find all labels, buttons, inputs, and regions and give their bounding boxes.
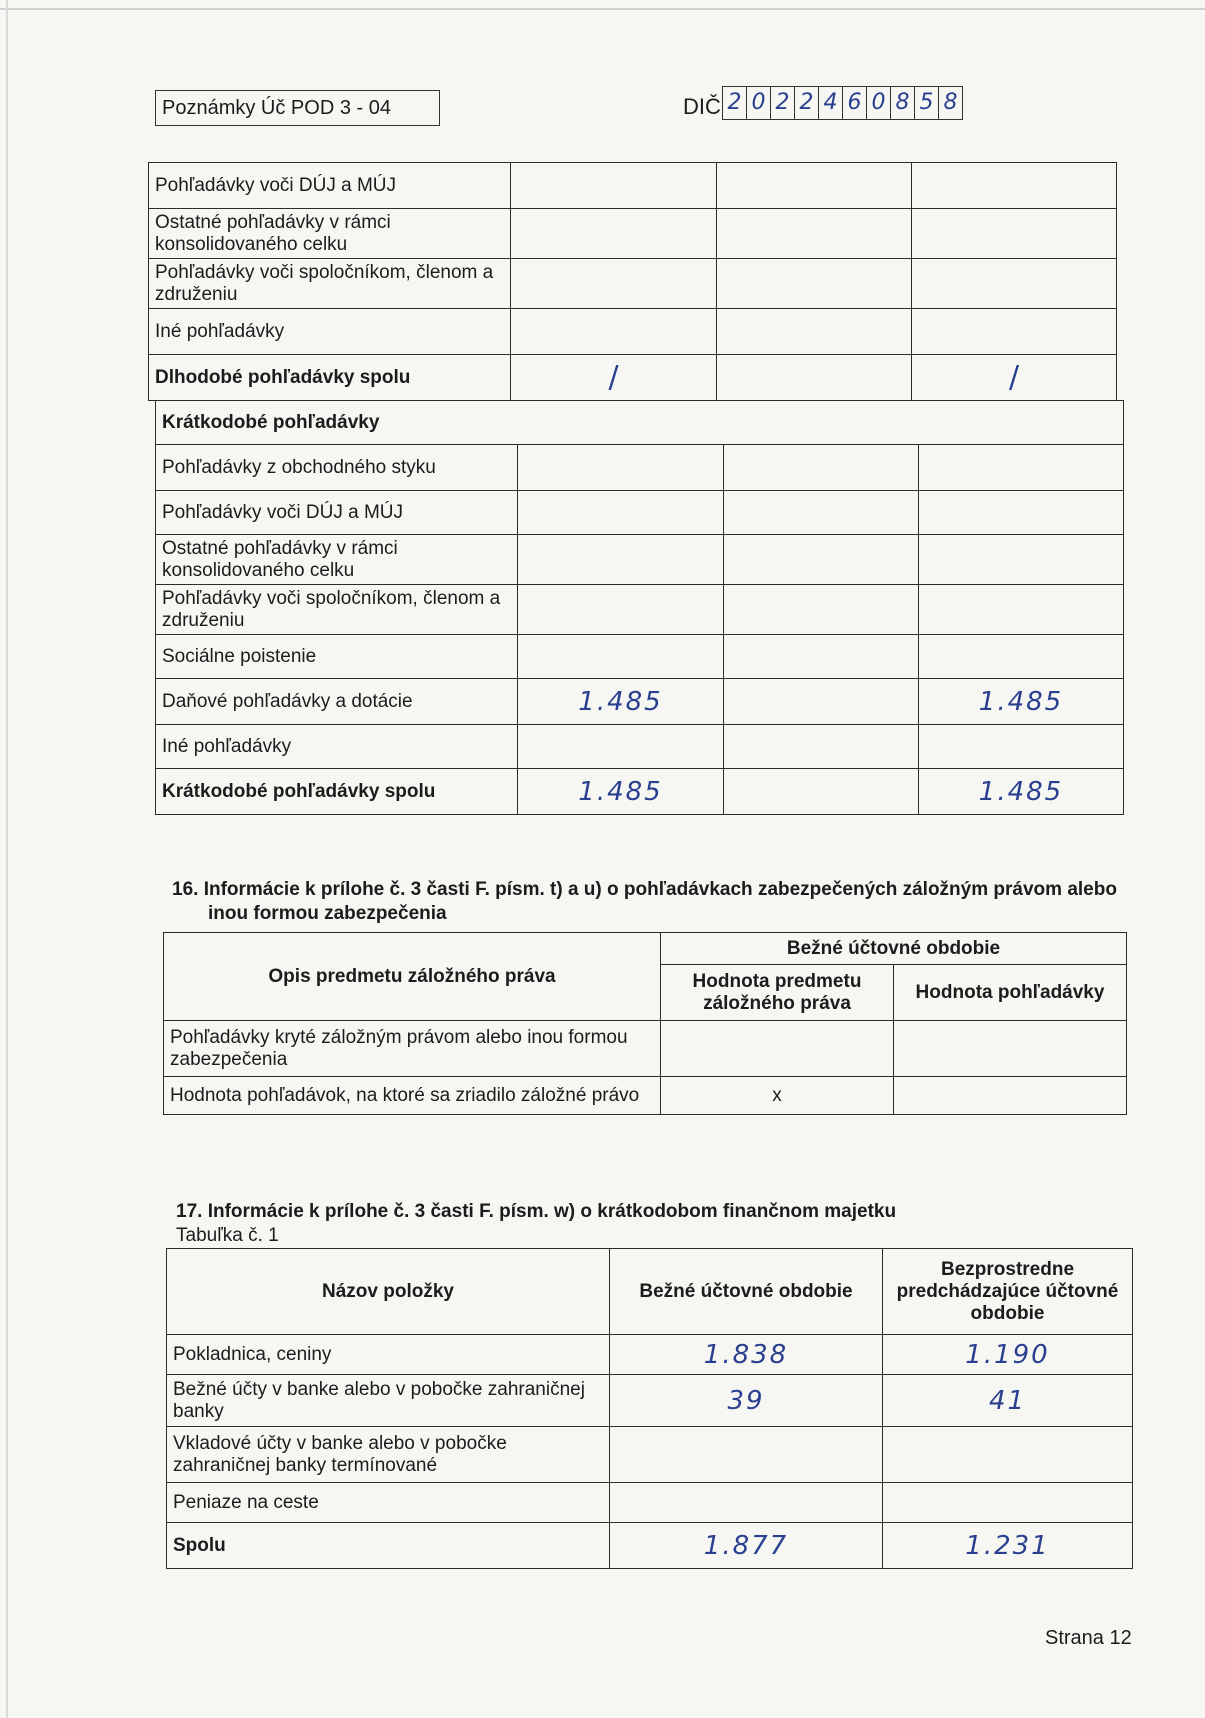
table-row [149,309,1117,355]
table-row [156,635,1124,679]
handwritten-value: 1.485 [919,679,1124,725]
table-header-row [167,1249,1133,1335]
table-row [164,1021,1127,1077]
page-number: Strana 12 [1045,1627,1132,1649]
form-code-box [155,90,440,126]
handwritten-value: 1.190 [883,1335,1133,1375]
column-group-header: Bežné účtovné obdobie [661,933,1127,965]
row-label: Pohľadávky kryté záložným právom alebo inou formou zabezpečenia [164,1021,661,1077]
dic-digit: 2 [727,90,742,115]
handwritten-dash: / [912,355,1117,401]
table-row [167,1375,1133,1427]
table-row [156,585,1124,635]
column-header: Názov položky [167,1249,610,1335]
handwritten-value: 1.485 [919,769,1124,815]
row-label: Pohľadávky voči spoločníkom, členom a združeniu [149,259,511,309]
row-label: Pohľadávky voči DÚJ a MÚJ [149,163,511,209]
row-label: Ostatné pohľadávky v rámci konsolidovaného celku [149,209,511,259]
table-row [156,769,1124,815]
row-label: Pokladnica, ceniny [167,1335,610,1375]
dic-digit: 2 [770,87,794,119]
section-16-title: 16. Informácie k prílohe č. 3 časti F. písm. t) a u) o pohľadávkach zabezpečených záložným právom alebo inou formou zabezpečenia [172,879,1117,924]
handwritten-value: 1.485 [518,769,724,815]
table-row [156,725,1124,769]
row-label: Krátkodobé pohľadávky spolu [156,769,518,815]
table-row [156,535,1124,585]
dic-digit: 8 [890,87,914,119]
row-label: Pohľadávky voči spoločníkom, členom a združeniu [156,585,518,635]
handwritten-value: 1.485 [518,679,724,725]
table-row [156,445,1124,491]
section-heading: Krátkodobé pohľadávky [156,401,1124,445]
dic-digit: 4 [818,87,842,119]
dic-digit: 5 [914,87,938,119]
dic-digit: 8 [938,87,962,119]
dic-digit: 6 [842,87,866,119]
row-label: Iné pohľadávky [149,309,511,355]
dic-digit-boxes [722,86,963,120]
short-term-financial-assets-table [166,1248,1133,1569]
section-17-title: 17. Informácie k prílohe č. 3 časti F. písm. w) o krátkodobom finančnom majetku [176,1201,897,1222]
table-row [149,355,1117,401]
handwritten-value: 1.231 [883,1523,1133,1569]
table-row [164,1077,1127,1115]
dic-digit: 0 [866,87,890,119]
column-header: Opis predmetu záložného práva [164,933,661,1021]
row-label: Spolu [167,1523,610,1569]
column-header: Bezprostredne predchádzajúce účtovné obdobie [883,1249,1133,1335]
dic-label: DIČ [683,94,721,119]
table-row [156,491,1124,535]
row-label: Daňové pohľadávky a dotácie [156,679,518,725]
table-header-row [164,933,1127,965]
row-label: Pohľadávky z obchodného styku [156,445,518,491]
table-row [167,1523,1133,1569]
scan-edge-top [0,8,1205,10]
column-header: Bežné účtovné obdobie [610,1249,883,1335]
row-label: Hodnota pohľadávok, na ktoré sa zriadilo záložné právo [164,1077,661,1115]
dic-digit: 0 [746,87,770,119]
cell-x: x [661,1077,894,1115]
form-code: Poznámky Úč POD 3 - 04 [162,96,391,119]
handwritten-value: 1.838 [610,1335,883,1375]
table-row [156,679,1124,725]
dic-digit: 2 [794,87,818,119]
column-header: Hodnota predmetu záložného práva [661,965,894,1021]
row-label: Bežné účty v banke alebo v pobočke zahraničnej banky [167,1375,610,1427]
table-label: Tabuľka č. 1 [176,1225,279,1246]
short-term-receivables-table [155,400,1124,815]
column-header: Hodnota pohľadávky [894,965,1127,1021]
row-label: Ostatné pohľadávky v rámci konsolidovaného celku [156,535,518,585]
table-row [149,259,1117,309]
table-row [149,163,1117,209]
scan-edge-left [6,0,8,1718]
row-label: Peniaze na ceste [167,1483,610,1523]
row-label: Dlhodobé pohľadávky spolu [149,355,511,401]
handwritten-value: 41 [883,1375,1133,1427]
handwritten-value: 39 [610,1375,883,1427]
table-row [167,1427,1133,1483]
table-row [167,1483,1133,1523]
row-label: Pohľadávky voči DÚJ a MÚJ [156,491,518,535]
handwritten-dash: / [511,355,717,401]
table-row [167,1335,1133,1375]
row-label: Iné pohľadávky [156,725,518,769]
row-label: Sociálne poistenie [156,635,518,679]
long-term-receivables-table [148,162,1117,401]
table-row [156,401,1124,445]
handwritten-value: 1.877 [610,1523,883,1569]
row-label: Vkladové účty v banke alebo v pobočke zahraničnej banky termínované [167,1427,610,1483]
table-row [149,209,1117,259]
collateral-table [163,932,1127,1115]
